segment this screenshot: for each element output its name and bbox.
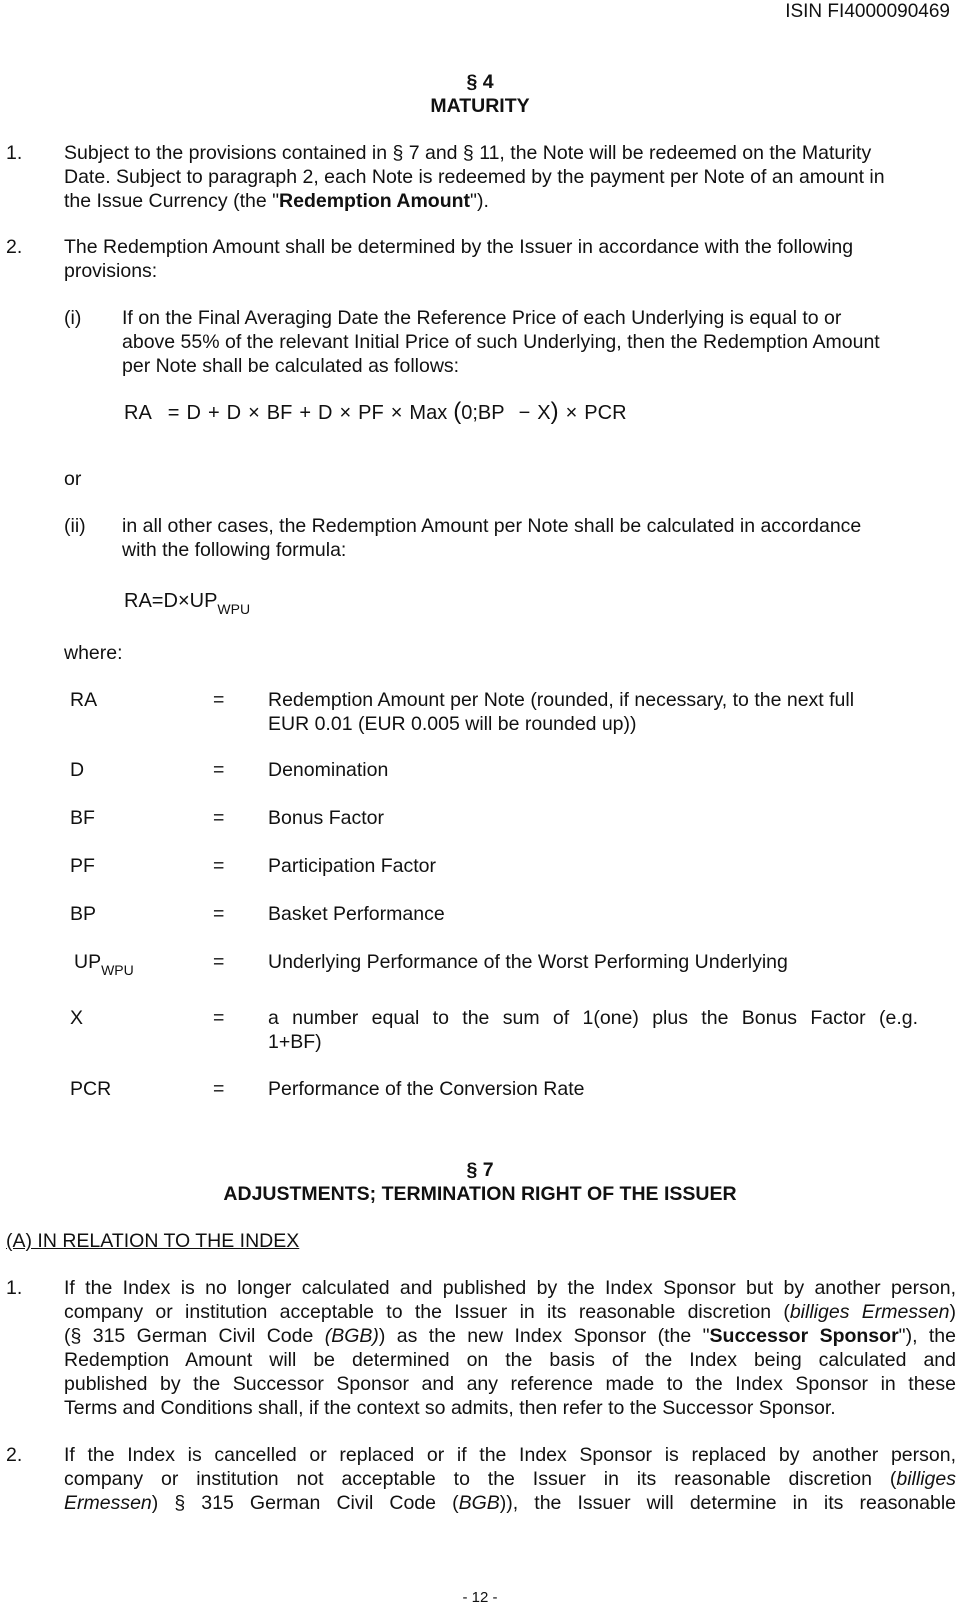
or-connector: or [64,468,82,490]
definition-term: BP [70,903,97,925]
definition-term: D [70,759,85,781]
definition-term: $UP_{WPU}$ [74,951,134,978]
definition-text: Performance of the Conversion Rate [268,1078,585,1100]
definition-equals: = [213,1007,225,1029]
case-ii-text: in all other cases, the Redemption Amount per Note shall be calculated in accordance with the following formula: [122,515,862,561]
definition-equals: = [213,807,225,829]
definition-equals: = [213,759,225,781]
definition-equals: = [213,689,225,711]
definition-term: BF [70,807,95,829]
where-label: where: [64,642,123,664]
formula-case-ii: $RA=D\times UP_{WPU}$ [124,590,251,617]
section-4-symbol: § 4 [466,71,494,93]
definition-term: PCR [70,1078,112,1100]
case-i-label: (i) [64,307,82,329]
document-id: ISIN FI4000090469 [785,1,950,22]
definition-term: PF [70,855,95,877]
paragraph-number: 1. [6,1277,23,1299]
section-7-paragraph-2-text: If the Index is cancelled or replaced or if the Index Sponsor is replaced by another person, company or institution not acceptable to the Issuer in its reasonable discretion (billiges Ermessen) § 315 German Civil Code (BGB)), the Issuer will determine in its reasonable [64,1444,956,1514]
section-4-title: MATURITY [430,95,530,117]
definition-equals: = [213,903,225,925]
section-7-title: ADJUSTMENTS; TERMINATION RIGHT OF THE ISSUER [223,1183,737,1205]
definition-text: Underlying Performance of the Worst Performing Underlying [268,951,788,973]
section-7-symbol: § 7 [466,1159,494,1181]
definition-text: Participation Factor [268,855,436,877]
paragraph-2-text: The Redemption Amount shall be determined by the Issuer in accordance with the following provisions: [64,236,854,282]
definition-text: Bonus Factor [268,807,384,829]
paragraph-number: 2. [6,236,23,258]
subsection-heading: (A) IN RELATION TO THE INDEX [6,1230,300,1252]
case-ii-label: (ii) [64,515,86,537]
paragraph-1-text: Subject to the provisions contained in § 7 and § 11, the Note will be redeemed on the Maturity Date. Subject to paragraph 2, each Note is redeemed by the payment per Note of an amount in the Issue Currency (the "Redemption Amount"). [64,142,885,212]
definition-text: Denomination [268,759,389,781]
definition-equals: = [213,1078,225,1100]
page-number: - 12 - [462,1589,498,1606]
definition-equals: = [213,951,225,973]
definition-text: Redemption Amount per Note (rounded, if necessary, to the next full EUR 0.01 (EUR 0.005 will be rounded up)) [268,689,855,735]
definition-term: RA [70,689,98,711]
definition-text: Basket Performance [268,903,445,925]
paragraph-number: 2. [6,1444,23,1466]
definition-text: a number equal to the sum of 1(one) plus the Bonus Factor (e.g. 1+BF) [268,1007,918,1053]
formula-case-i: RA = D + D × BF + D × PF × Max (0;BP − X) × PCR [124,398,627,425]
definition-term: X [70,1007,84,1029]
section-7-paragraph-1-text: If the Index is no longer calculated and published by the Index Sponsor but by another person, company or institution acceptable to the Issuer in its reasonable discretion (billiges Ermessen) (§ 315 German Civil Code (BGB)) as the new Index Sponsor (the "Successor Sponsor"), the Redemption Amount will be determined on the basis of the Index being calculated and published by the Successor Sponsor and any reference made to the Index Sponsor in these Terms and Conditions shall, if the context so admits, then refer to the Successor Sponsor. [64,1277,956,1419]
paragraph-number: 1. [6,142,23,164]
definition-equals: = [213,855,225,877]
case-i-text: If on the Final Averaging Date the Reference Price of each Underlying is equal to or above 55% of the relevant Initial Price of such Underlying, then the Redemption Amount per Note shall be calculated as follows: [122,307,880,377]
